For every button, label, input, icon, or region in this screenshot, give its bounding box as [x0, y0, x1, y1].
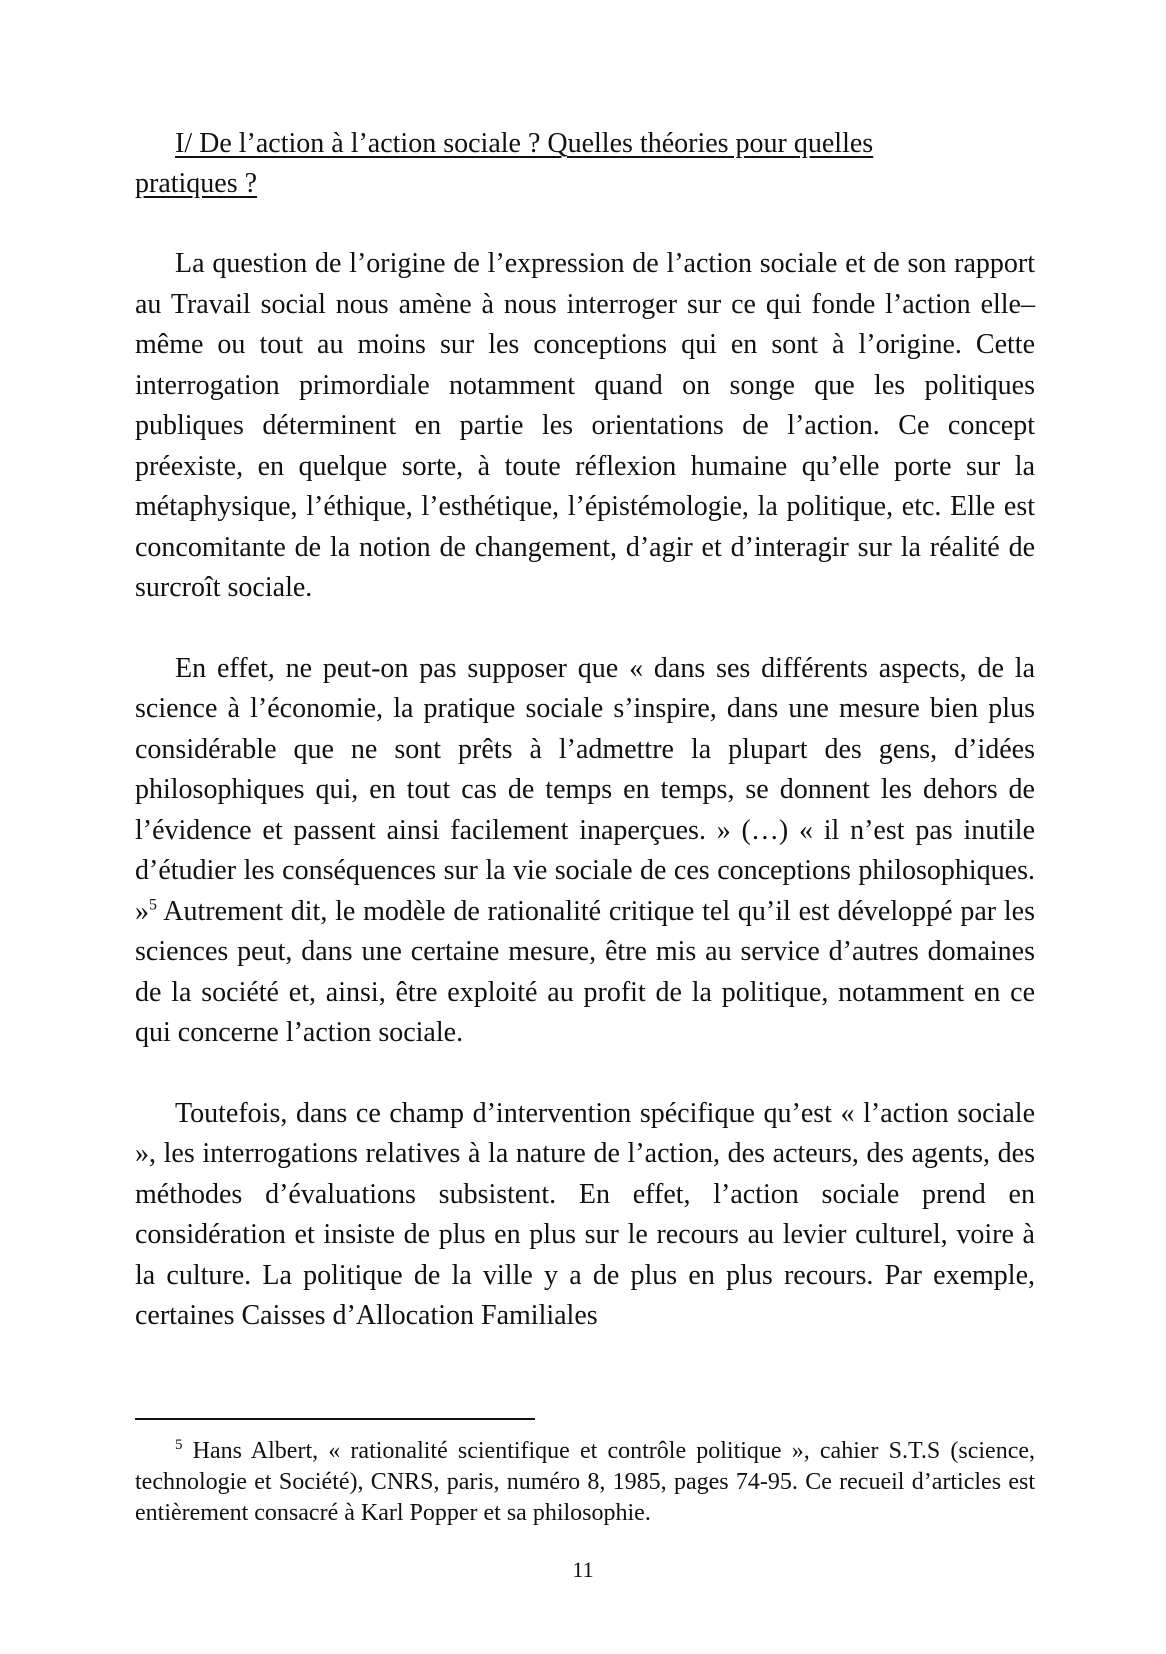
footnote-number: 5	[175, 1437, 183, 1453]
footnote-separator	[135, 1418, 535, 1420]
page-number: 11	[572, 1557, 594, 1582]
paragraph-1: La question de l’origine de l’expression de l’action sociale et de son rapport au Travail social nous amène à nous interroger sur ce qui fonde l’action elle–même ou tout au moins sur les conceptions qui en sont à l’origine. Cette interrogation primordiale notamment quand on songe que les politiques publiques déterminent en partie les orientations de l’action. Ce concept préexiste, en quelque sorte, à toute réflexion humaine qu’elle porte sur la métaphysique, l’éthique, l’esthétique, l’épistémologie, la politique, etc. Elle est concomitante de la notion de changement, d’agir et d’interagir sur la réalité de surcroît sociale.	[135, 248, 1035, 603]
footnote-reference: 5	[149, 896, 157, 914]
paragraph-2-text: En effet, ne peut-on pas supposer que « dans ses différents aspects, de la science à l’économie, la pratique sociale s’inspire, dans une mesure bien plus considérable que ne sont prêts à l’admettre la plupart des gens, d’idées philosophiques qui, en tout cas de temps en temps, se donnent les dehors de l’évidence et passent ainsi facilement inaperçues. » (…) « il n’est pas inutile d’étudier les conséquences sur la vie sociale de ces conceptions philosophiques. »	[135, 652, 1035, 927]
body-text	[135, 124, 1035, 1337]
paragraph-3: Toutefois, dans ce champ d’intervention spécifique qu’est « l’action sociale », les interrogations relatives à la nature de l’action, des acteurs, des agents, des méthodes d’évaluations subsistent. En effet, l’action sociale prend en considération et insiste de plus en plus sur le recours au levier culturel, voire à la culture. La politique de la ville y a de plus en plus recours. Par exemple, certaines Caisses d’Allocation Familiales	[135, 1097, 1035, 1331]
paragraph-2	[135, 649, 1035, 1054]
section-heading: I/ De l’action à l’action sociale ? Quelles théories pour quelles pratiques ?	[135, 128, 874, 199]
footnote-text: Hans Albert, « rationalité scientifique et contrôle politique », cahier S.T.S (science, technologie et Société), CNRS, paris, numéro 8, 1985, pages 74-95. Ce recueil d’articles est entièrement consacré à Karl Popper et sa philosophie.	[135, 1438, 1035, 1526]
paragraph-2-text-continued: Autrement dit, le modèle de rationalité critique tel qu’il est développé par les sciences peut, dans une certaine mesure, être mis au service d’autres domaines de la société et, ainsi, être exploité au profit de la politique, notamment en ce qui concerne l’action sociale.	[135, 895, 1035, 1048]
footnote	[135, 1436, 1035, 1529]
